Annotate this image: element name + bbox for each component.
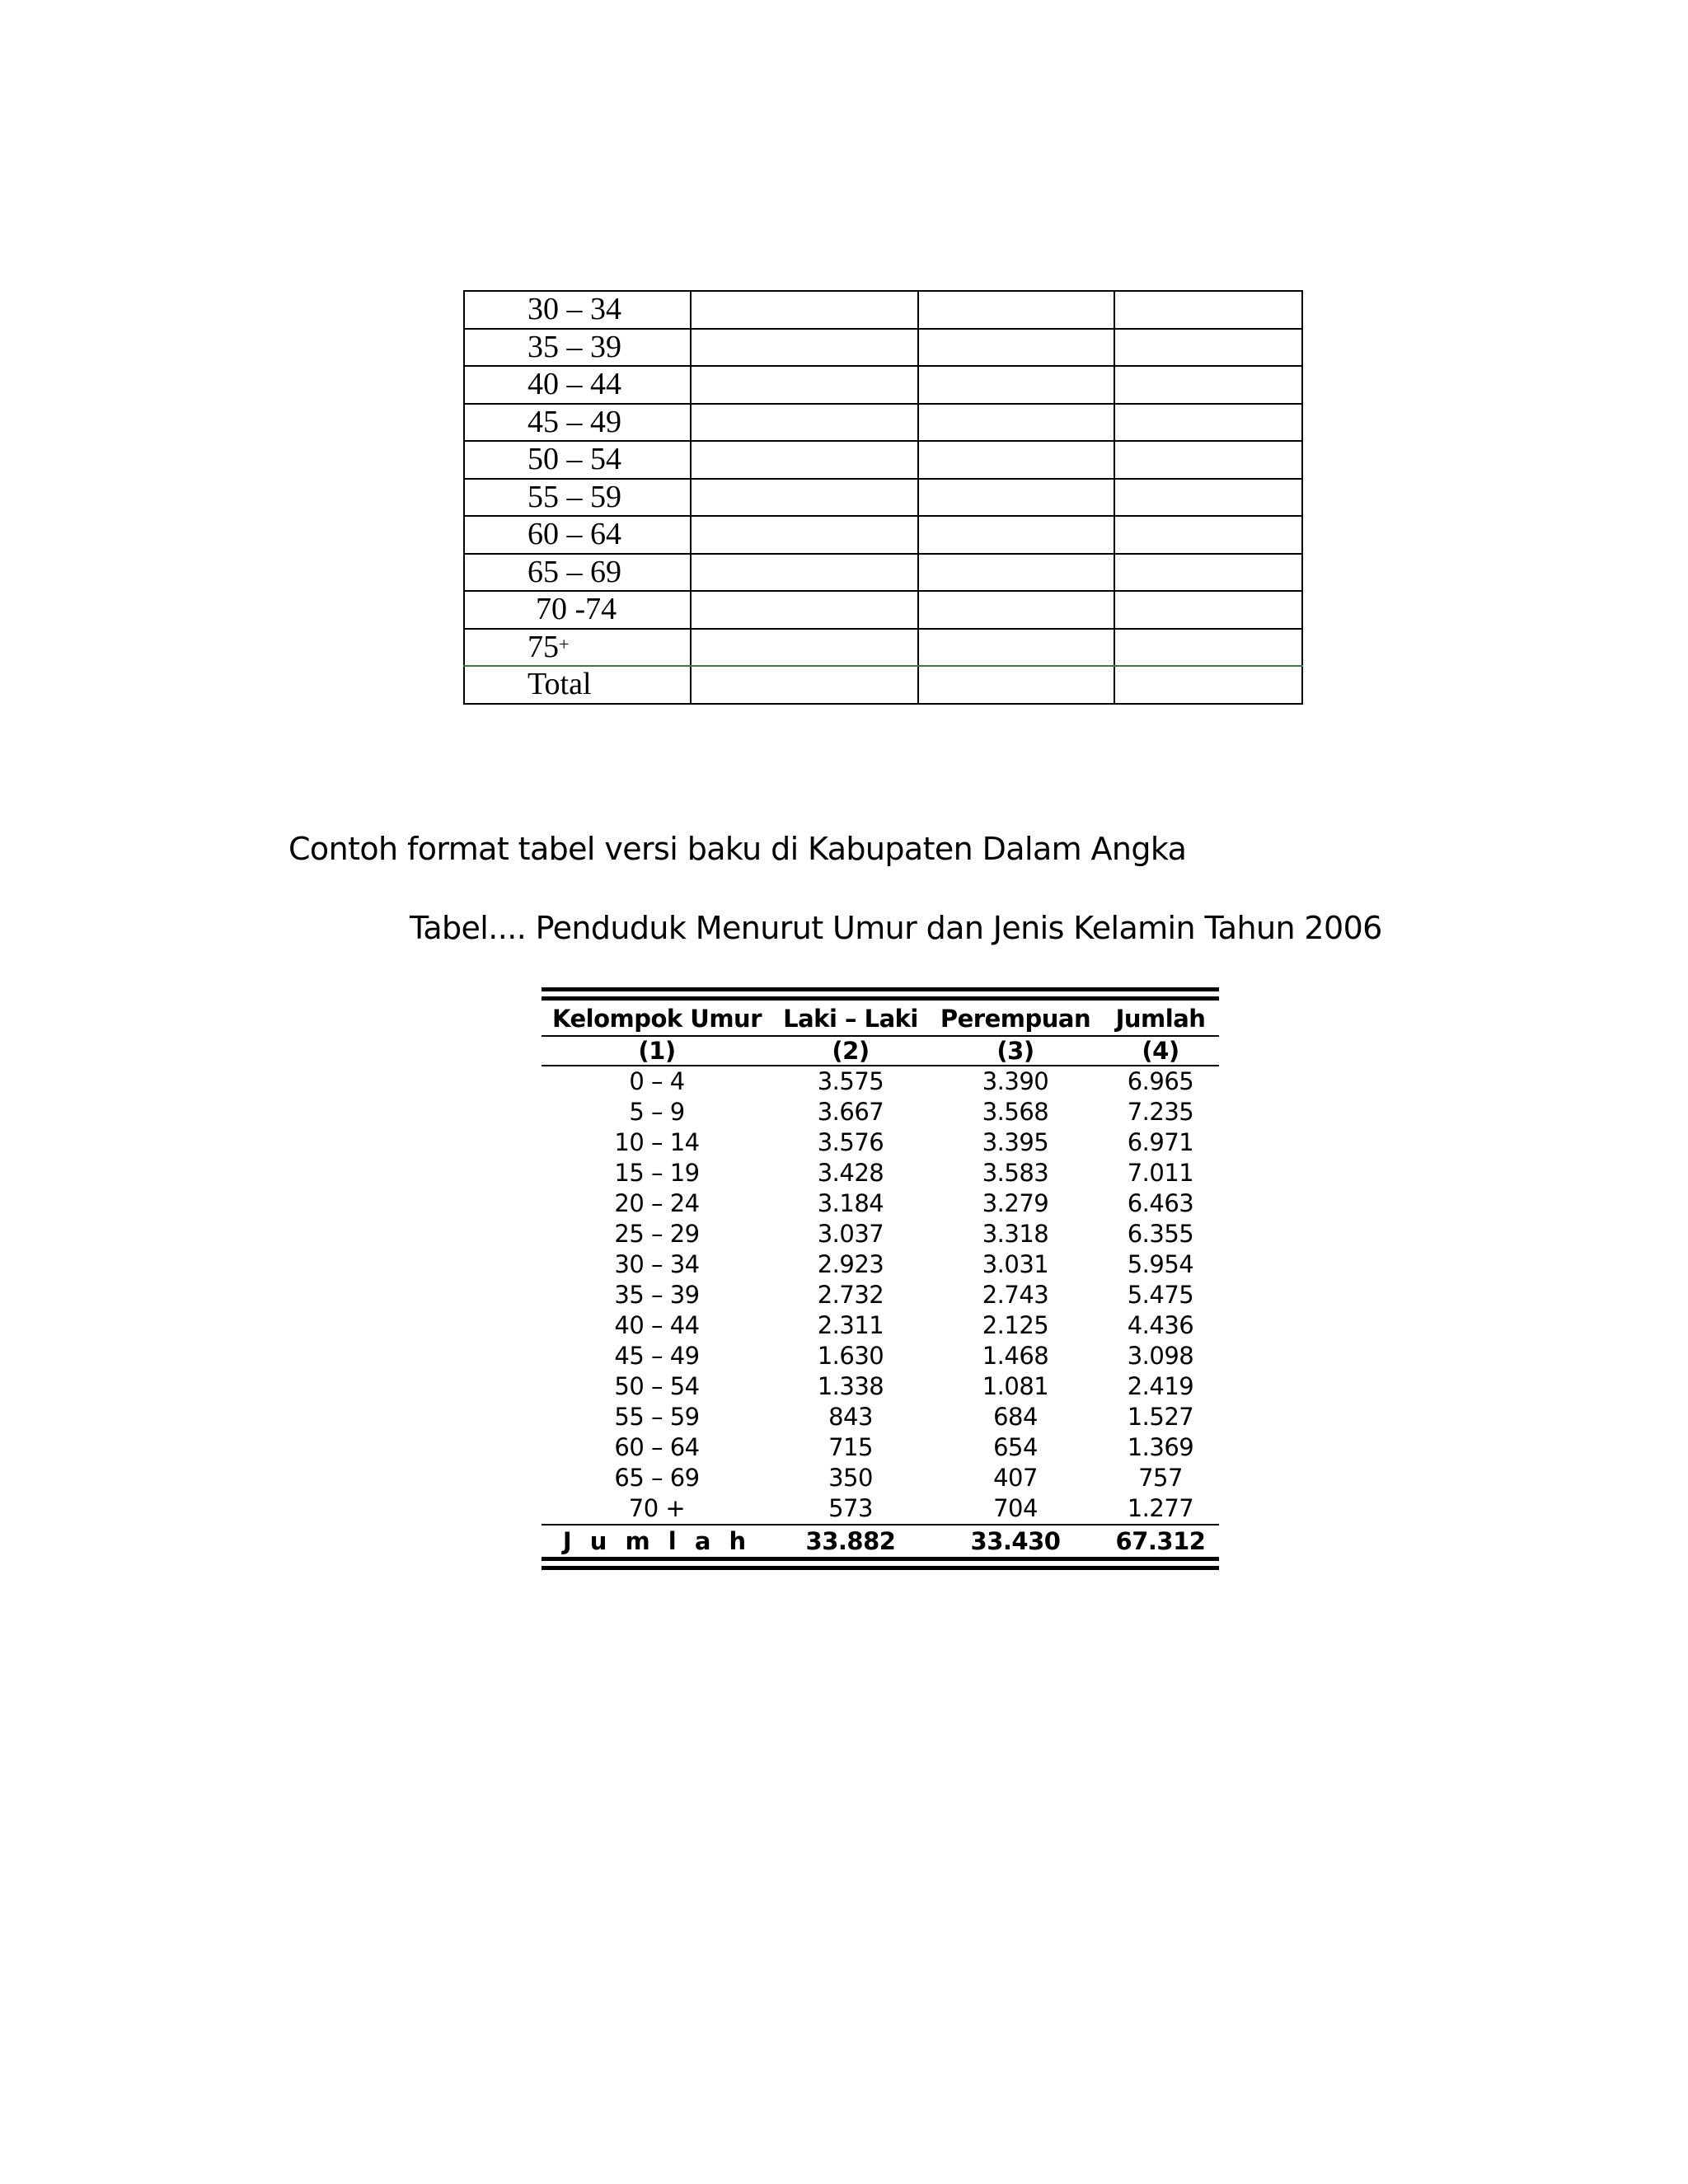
age-group-cell: 5 – 9 xyxy=(629,1098,685,1126)
empty-cell xyxy=(691,666,918,704)
empty-cell xyxy=(691,441,918,479)
age-group-cell: 45 – 49 xyxy=(614,1342,700,1370)
age-group-cell: 55 – 59 xyxy=(464,479,691,517)
table-row xyxy=(542,1493,1219,1525)
column-number: (1) xyxy=(542,1036,772,1066)
total-count-cell: 4.436 xyxy=(1127,1311,1194,1339)
male-count-cell: 3.037 xyxy=(817,1220,884,1248)
total-count-cell: 2.419 xyxy=(1127,1372,1194,1400)
table-row xyxy=(542,1402,1219,1432)
total-count-cell: 757 xyxy=(1138,1464,1183,1492)
age-group-cell: 40 – 44 xyxy=(464,366,691,404)
age-group-cell: 20 – 24 xyxy=(614,1189,700,1217)
empty-cell xyxy=(691,516,918,554)
population-table xyxy=(542,1002,1219,1557)
table-row xyxy=(464,366,1302,404)
female-count-cell: 3.318 xyxy=(982,1220,1049,1248)
empty-cell xyxy=(1114,366,1302,404)
age-group-cell: 25 – 29 xyxy=(614,1220,700,1248)
empty-cell xyxy=(691,366,918,404)
age-group-cell: 30 – 34 xyxy=(464,291,691,329)
empty-template-body xyxy=(464,291,1302,704)
male-count-cell: 715 xyxy=(828,1433,873,1461)
empty-cell xyxy=(691,329,918,367)
table-row xyxy=(464,516,1302,554)
male-count-cell: 3.428 xyxy=(817,1159,884,1187)
male-count-cell: 2.732 xyxy=(817,1281,884,1309)
table-row xyxy=(542,1158,1219,1188)
total-count-cell: 5.475 xyxy=(1127,1281,1194,1309)
male-count-cell: 3.667 xyxy=(817,1098,884,1126)
column-number: (3) xyxy=(929,1036,1102,1066)
age-group-cell: 70 -74 xyxy=(464,591,691,629)
total-count-cell: 7.235 xyxy=(1127,1098,1194,1126)
empty-cell xyxy=(918,404,1114,442)
total-count-cell: 7.011 xyxy=(1127,1159,1194,1187)
total-count-cell: 6.463 xyxy=(1127,1189,1194,1217)
age-group-cell: 55 – 59 xyxy=(614,1403,700,1431)
table-row xyxy=(464,591,1302,629)
male-count-cell: 350 xyxy=(828,1464,873,1492)
female-count-cell: 3.568 xyxy=(982,1098,1049,1126)
bottom-double-rule xyxy=(542,1557,1219,1572)
empty-cell xyxy=(691,404,918,442)
male-count-cell: 1.630 xyxy=(817,1342,884,1370)
table-row xyxy=(542,1219,1219,1249)
empty-cell xyxy=(1114,516,1302,554)
female-count-cell: 3.583 xyxy=(982,1159,1049,1187)
total-label: Total xyxy=(464,666,691,704)
female-count-cell: 3.390 xyxy=(982,1067,1049,1095)
total-count-cell: 6.965 xyxy=(1127,1067,1194,1095)
header-total: Jumlah xyxy=(1115,1005,1206,1033)
column-number-row xyxy=(542,1036,1219,1066)
column-number: (4) xyxy=(1102,1036,1219,1066)
male-count-cell: 3.184 xyxy=(817,1189,884,1217)
header-female: Perempuan xyxy=(940,1005,1091,1033)
table-row xyxy=(464,329,1302,367)
table-row xyxy=(464,479,1302,517)
empty-cell xyxy=(1114,479,1302,517)
age-group-cell: 35 – 39 xyxy=(614,1281,700,1309)
empty-cell xyxy=(1114,404,1302,442)
empty-cell xyxy=(918,329,1114,367)
female-count-cell: 1.081 xyxy=(982,1372,1049,1400)
table-row xyxy=(542,1280,1219,1310)
male-count-cell: 2.311 xyxy=(817,1311,884,1339)
total-count-cell: 6.971 xyxy=(1127,1128,1194,1156)
empty-cell xyxy=(1114,554,1302,592)
header-age-group: Kelompok Umur xyxy=(552,1005,762,1033)
table-row xyxy=(542,1371,1219,1402)
age-group-cell: 40 – 44 xyxy=(614,1311,700,1339)
age-75-label: 75 xyxy=(528,629,559,664)
age-group-cell: 15 – 19 xyxy=(614,1159,700,1187)
table-row xyxy=(464,291,1302,329)
grand-total-row xyxy=(542,1525,1219,1557)
total-count-cell: 1.369 xyxy=(1127,1433,1194,1461)
table-row xyxy=(464,554,1302,592)
empty-cell xyxy=(918,366,1114,404)
male-count-cell: 573 xyxy=(828,1494,873,1522)
empty-cell xyxy=(918,629,1114,667)
empty-cell xyxy=(918,591,1114,629)
empty-cell xyxy=(918,479,1114,517)
female-count-cell: 1.468 xyxy=(982,1342,1049,1370)
table-row xyxy=(542,1188,1219,1219)
table-row xyxy=(542,1127,1219,1158)
age-group-cell: 60 – 64 xyxy=(614,1433,700,1461)
male-count-cell: 2.923 xyxy=(817,1250,884,1278)
table-row xyxy=(542,1341,1219,1371)
header-row xyxy=(542,1002,1219,1036)
male-count-cell: 1.338 xyxy=(817,1372,884,1400)
empty-cell xyxy=(918,441,1114,479)
top-double-rule xyxy=(542,987,1219,1002)
grand-total-female: 33.430 xyxy=(929,1525,1102,1557)
table-row xyxy=(542,1066,1219,1097)
table-title: Tabel.... Penduduk Menurut Umur dan Jenis Kelamin Tahun 2006 xyxy=(410,910,1382,946)
empty-cell xyxy=(691,554,918,592)
empty-cell xyxy=(918,516,1114,554)
age-group-cell: 60 – 64 xyxy=(464,516,691,554)
empty-cell xyxy=(691,479,918,517)
empty-cell xyxy=(1114,666,1302,704)
empty-cell xyxy=(1114,329,1302,367)
empty-cell xyxy=(1114,629,1302,667)
total-count-cell: 6.355 xyxy=(1127,1220,1194,1248)
empty-cell xyxy=(1114,591,1302,629)
age-group-cell: 30 – 34 xyxy=(614,1250,700,1278)
table-row xyxy=(464,404,1302,442)
female-count-cell: 3.279 xyxy=(982,1189,1049,1217)
age-group-cell: 70 + xyxy=(628,1494,686,1522)
intro-caption: Contoh format tabel versi baku di Kabupaten Dalam Angka xyxy=(288,831,1187,867)
female-count-cell: 3.395 xyxy=(982,1128,1049,1156)
age-group-cell xyxy=(464,629,691,667)
table-row xyxy=(464,629,1302,667)
female-count-cell: 2.125 xyxy=(982,1311,1049,1339)
grand-total-label: J u m l a h xyxy=(542,1525,772,1557)
table-row xyxy=(542,1249,1219,1280)
total-count-cell: 3.098 xyxy=(1127,1342,1194,1370)
table-row xyxy=(542,1097,1219,1127)
population-table-wrapper xyxy=(542,987,1219,1572)
female-count-cell: 2.743 xyxy=(982,1281,1049,1309)
female-count-cell: 704 xyxy=(993,1494,1038,1522)
total-count-cell: 5.954 xyxy=(1127,1250,1194,1278)
table-row xyxy=(542,1463,1219,1493)
grand-total-male: 33.882 xyxy=(772,1525,929,1557)
table-row xyxy=(542,1432,1219,1463)
total-count-cell: 1.277 xyxy=(1127,1494,1194,1522)
empty-cell xyxy=(691,291,918,329)
male-count-cell: 843 xyxy=(828,1403,873,1431)
empty-cell xyxy=(691,629,918,667)
female-count-cell: 3.031 xyxy=(982,1250,1049,1278)
female-count-cell: 407 xyxy=(993,1464,1038,1492)
column-number: (2) xyxy=(772,1036,929,1066)
age-group-cell: 0 – 4 xyxy=(629,1067,685,1095)
empty-cell xyxy=(1114,441,1302,479)
female-count-cell: 654 xyxy=(993,1433,1038,1461)
table-row xyxy=(542,1310,1219,1341)
header-male: Laki – Laki xyxy=(783,1005,918,1033)
age-group-cell: 10 – 14 xyxy=(614,1128,700,1156)
age-group-cell: 65 – 69 xyxy=(614,1464,700,1492)
grand-total-all: 67.312 xyxy=(1102,1525,1219,1557)
age-group-cell: 50 – 54 xyxy=(614,1372,700,1400)
age-group-cell: 35 – 39 xyxy=(464,329,691,367)
empty-cell xyxy=(918,554,1114,592)
table-row xyxy=(464,441,1302,479)
empty-cell xyxy=(1114,291,1302,329)
female-count-cell: 684 xyxy=(993,1403,1038,1431)
empty-cell xyxy=(691,591,918,629)
male-count-cell: 3.576 xyxy=(817,1128,884,1156)
age-group-cell: 50 – 54 xyxy=(464,441,691,479)
empty-cell xyxy=(918,666,1114,704)
total-row xyxy=(464,666,1302,704)
age-group-cell: 45 – 49 xyxy=(464,404,691,442)
plus-superscript: + xyxy=(559,633,570,654)
population-table-body xyxy=(542,1066,1219,1525)
age-group-cell: 65 – 69 xyxy=(464,554,691,592)
male-count-cell: 3.575 xyxy=(817,1067,884,1095)
empty-template-table xyxy=(463,290,1303,705)
empty-cell xyxy=(918,291,1114,329)
total-count-cell: 1.527 xyxy=(1127,1403,1194,1431)
